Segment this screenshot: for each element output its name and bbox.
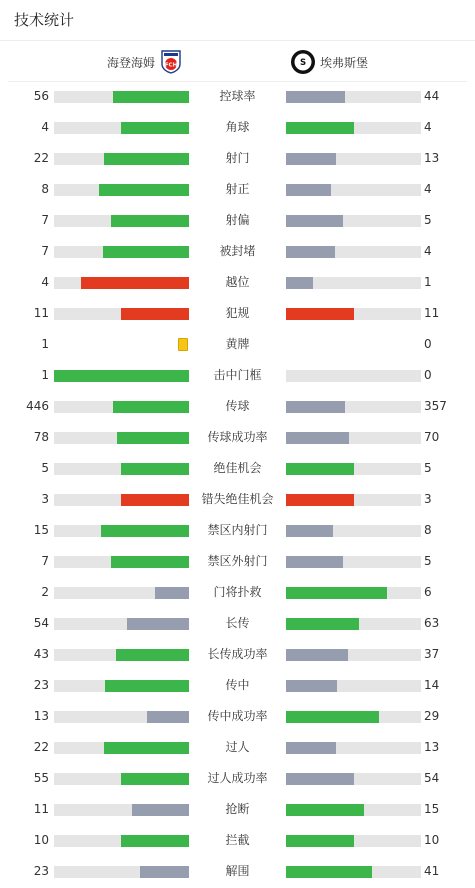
home-stat-bar-fill [104,153,189,165]
away-stat-value: 5 [424,554,432,568]
stat-row [0,825,475,856]
home-stat-value: 23 [33,678,49,692]
away-stat-bar-fill [286,215,343,227]
stat-row [0,298,475,329]
away-stat-bar-fill [286,277,313,289]
home-stat-bar [54,525,189,537]
home-stat-bar [54,494,189,506]
stat-label: 绝佳机会 [213,461,262,475]
away-stat-value: 4 [424,120,432,134]
away-stat-bar [286,153,421,165]
home-stat-value: 15 [33,523,49,537]
home-stat-bar-fill [113,91,189,103]
away-stat-bar-fill [286,91,345,103]
stat-label: 解围 [225,864,250,878]
stat-label: 越位 [225,275,250,289]
stat-label: 犯规 [225,306,250,320]
home-stat-value: 23 [33,864,49,878]
away-stat-bar-fill [286,525,333,537]
home-stat-value: 43 [33,647,49,661]
home-stat-bar [54,308,189,320]
stat-label: 过人成功率 [207,771,268,785]
away-stat-value: 0 [424,337,432,351]
away-stat-value: 8 [424,523,432,537]
home-team-name: 海登海姆 [106,55,155,70]
stat-row [0,143,475,174]
away-stat-bar [286,680,421,692]
stat-row [0,236,475,267]
home-stat-bar-fill [101,525,189,537]
home-stat-bar-fill [81,277,189,289]
home-stat-value: 55 [33,771,49,785]
stat-label: 被封堵 [219,244,256,258]
home-stat-bar-fill [111,556,189,568]
away-stat-bar [286,277,421,289]
elversberg-crest-icon [291,50,315,74]
stat-label: 传中 [225,678,250,692]
home-stat-bar [54,866,189,878]
home-stat-value: 11 [33,306,49,320]
home-stat-bar [54,153,189,165]
away-stat-value: 5 [424,461,432,475]
home-stat-value: 56 [33,89,49,103]
away-stat-value: 0 [424,368,432,382]
home-stat-bar [54,618,189,630]
away-stat-bar-fill [286,463,354,475]
stat-row [0,329,475,360]
home-stat-value: 22 [33,151,49,165]
home-stat-bar [54,370,189,382]
home-stat-bar [54,277,189,289]
home-stat-bar-fill [121,494,189,506]
away-stat-value: 1 [424,275,432,289]
away-stat-bar-fill [286,556,343,568]
stats-list [0,81,475,887]
home-stat-bar-fill [105,680,189,692]
home-team[interactable] [107,49,181,75]
stat-row [0,639,475,670]
stat-label: 门将扑救 [213,585,262,599]
away-stat-value: 11 [424,306,440,320]
away-stat-bar [286,246,421,258]
stat-row [0,267,475,298]
stat-label: 传球成功率 [207,430,268,444]
home-stat-bar [54,773,189,785]
away-stat-value: 4 [424,182,432,196]
stat-label: 长传成功率 [207,647,268,661]
stat-row [0,391,475,422]
home-stat-bar [54,122,189,134]
away-stat-bar [286,308,421,320]
away-stat-value: 70 [424,430,440,444]
home-stat-bar [54,432,189,444]
home-stat-bar-fill [155,587,189,599]
stat-label: 长传 [225,616,250,630]
home-stat-value: 446 [26,399,49,413]
home-stat-bar-fill [132,804,189,816]
home-stat-bar [54,91,189,103]
stat-label: 角球 [225,120,250,134]
away-stat-bar-fill [286,246,335,258]
away-stat-bar-fill [286,649,348,661]
away-stat-bar [286,525,421,537]
stat-row [0,577,475,608]
away-stat-value: 15 [424,802,440,816]
away-stat-bar-fill [286,680,337,692]
away-stat-bar [286,649,421,661]
away-stat-bar [286,184,421,196]
away-stat-bar-fill [286,494,354,506]
home-stat-value: 10 [33,833,49,847]
svg-text:FCH: FCH [164,62,178,69]
home-stat-value: 13 [33,709,49,723]
home-stat-bar-fill [103,246,189,258]
home-stat-bar-fill [121,308,189,320]
away-stat-value: 5 [424,213,432,227]
home-stat-bar-fill [121,463,189,475]
away-stat-bar [286,432,421,444]
away-stat-bar-fill [286,184,331,196]
stat-label: 过人 [225,740,250,754]
away-stat-value: 29 [424,709,440,723]
home-stat-bar [54,556,189,568]
home-stat-value: 3 [41,492,49,506]
home-stat-value: 2 [41,585,49,599]
home-stat-value: 54 [33,616,49,630]
away-stat-bar-fill [286,742,336,754]
away-stat-bar [286,742,421,754]
away-stat-bar-fill [286,618,359,630]
home-stat-bar [54,711,189,723]
away-stat-value: 54 [424,771,440,785]
home-stat-bar [54,215,189,227]
stat-label: 传球 [225,399,250,413]
stat-label: 传中成功率 [207,709,268,723]
away-stat-bar-fill [286,587,387,599]
teams-header [8,41,467,82]
home-stat-value: 4 [41,275,49,289]
stat-row [0,608,475,639]
away-stat-bar-fill [286,866,372,878]
home-stat-value: 7 [41,244,49,258]
home-stat-value: 5 [41,461,49,475]
stat-row [0,453,475,484]
stat-label: 抢断 [225,802,250,816]
away-stat-bar [286,556,421,568]
stat-label: 射偏 [225,213,250,227]
stat-row [0,732,475,763]
stat-label: 射正 [225,182,250,196]
home-stat-bar-fill [121,773,189,785]
stat-label: 禁区内射门 [207,523,268,537]
home-stat-bar [54,463,189,475]
stat-label: 错失绝佳机会 [201,492,274,506]
away-stat-bar-fill [286,432,349,444]
away-stat-bar-fill [286,773,354,785]
away-stat-bar-fill [286,153,336,165]
home-stat-bar-fill [113,401,189,413]
away-stat-value: 13 [424,740,440,754]
stat-label: 控球率 [219,89,256,103]
away-stat-value: 14 [424,678,440,692]
home-stat-bar-fill [147,711,189,723]
home-stat-bar [54,246,189,258]
home-stat-value: 1 [41,368,49,382]
home-stat-value: 4 [41,120,49,134]
home-stat-bar-fill [54,370,189,382]
away-stat-value: 10 [424,833,440,847]
home-stat-bar [54,835,189,847]
away-stat-value: 4 [424,244,432,258]
stat-row [0,794,475,825]
away-stat-bar [286,370,421,382]
stat-label: 禁区外射门 [207,554,268,568]
away-stat-bar [286,401,421,413]
stat-row [0,856,475,887]
away-stat-bar [286,866,421,878]
away-team-name: 埃弗斯堡 [320,55,369,70]
home-stat-value: 1 [41,337,49,351]
away-stat-bar [286,773,421,785]
away-stat-value: 44 [424,89,440,103]
home-stat-value: 7 [41,554,49,568]
away-stat-bar-fill [286,401,345,413]
away-team[interactable] [291,49,368,75]
home-stat-bar-fill [99,184,189,196]
home-stat-bar [54,401,189,413]
away-stat-bar [286,215,421,227]
away-stat-bar [286,463,421,475]
home-stat-bar [54,587,189,599]
stat-row [0,763,475,794]
home-stat-bar-fill [121,835,189,847]
away-stat-bar [286,122,421,134]
away-stat-value: 37 [424,647,440,661]
home-stat-bar [54,680,189,692]
home-stat-bar-fill [111,215,189,227]
stat-row [0,112,475,143]
home-stat-bar [54,804,189,816]
stat-label: 击中门框 [213,368,262,382]
away-stat-value: 3 [424,492,432,506]
stat-label: 射门 [225,151,250,165]
svg-text:S: S [299,58,307,68]
away-stat-bar [286,618,421,630]
stat-row [0,174,475,205]
stat-row [0,81,475,112]
away-stat-bar [286,804,421,816]
away-stat-bar [286,587,421,599]
away-stat-bar-fill [286,804,364,816]
home-stat-bar-fill [127,618,189,630]
stat-row [0,515,475,546]
stat-row [0,422,475,453]
stat-row [0,670,475,701]
away-stat-value: 6 [424,585,432,599]
away-stat-bar [286,91,421,103]
away-stat-value: 63 [424,616,440,630]
stat-label: 拦截 [225,833,250,847]
stat-row [0,360,475,391]
away-stat-bar [286,835,421,847]
home-stat-bar [54,184,189,196]
home-stat-value: 11 [33,802,49,816]
home-stat-value: 7 [41,213,49,227]
home-stat-value: 22 [33,740,49,754]
stat-row [0,205,475,236]
stat-row [0,701,475,732]
home-stat-bar-fill [121,122,189,134]
away-stat-value: 41 [424,864,440,878]
away-stat-bar [286,711,421,723]
home-stat-bar [54,742,189,754]
stat-row [0,546,475,577]
page-title: 技术统计 [0,0,475,41]
away-stat-bar-fill [286,835,354,847]
away-stat-value: 13 [424,151,440,165]
stat-row [0,484,475,515]
home-stat-value: 8 [41,182,49,196]
home-stat-bar-fill [104,742,189,754]
away-stat-bar-fill [286,308,354,320]
away-stat-bar-fill [286,711,379,723]
home-stat-bar [54,649,189,661]
home-stat-value: 78 [33,430,49,444]
home-stat-bar-fill [140,866,189,878]
away-stat-bar [286,494,421,506]
heidenheim-crest-icon [161,50,181,74]
home-stat-bar-fill [117,432,189,444]
stat-label: 黄牌 [225,337,250,351]
away-stat-bar-fill [286,122,354,134]
yellow-card-icon [178,338,188,351]
away-stat-value: 357 [424,399,447,413]
home-stat-bar-fill [116,649,189,661]
